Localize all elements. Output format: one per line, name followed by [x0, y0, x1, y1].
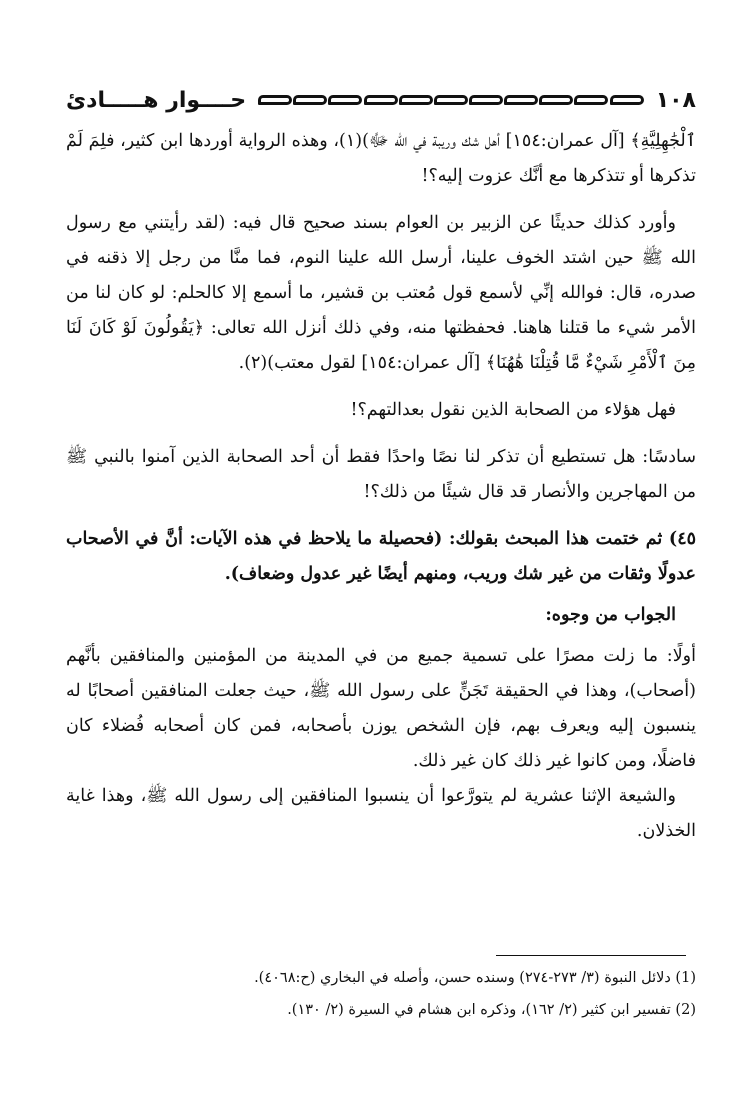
- footnotes: [66, 962, 696, 1026]
- ornament-link: [574, 95, 608, 105]
- running-header: [66, 78, 696, 122]
- footnote-1: (1) دلائل النبوة (٣/ ٢٧٣-٢٧٤) وسنده حسن، وأصله في البخاري (ح:٤٠٦٨).: [254, 970, 696, 986]
- footnote-2: (2) تفسير ابن كثير (٢/ ١٦٢)، وذكره ابن هشام في السيرة (٢/ ١٣٠).: [287, 1002, 696, 1018]
- paragraph-sixth-point: سادسًا: هل تستطيع أن تذكر لنا نصًا واحدًا فقط أن أحد الصحابة الذين آمنوا بالنبي ﷺ من المهاجرين والأنصار قد قال شيئًا من ذلك؟!: [66, 447, 696, 502]
- paragraph-continuation: ٱلْجَٰهِلِيَّةِ﴾ [آل عمران:١٥٤] أهل شك وريبة في الله ﷻ)(١)، وهذه الرواية أوردها ابن كثير، فلِمَ لَمْ تذكرها أو تتذكرها مع أنَّك عزوت إليه؟!: [66, 131, 696, 186]
- footnote-separator: [496, 955, 686, 956]
- ornament-link: [328, 95, 362, 105]
- ornament-link: [539, 95, 573, 105]
- ornament-link: [258, 95, 292, 105]
- ornament-link: [293, 95, 327, 105]
- ornament-link: [610, 95, 644, 105]
- running-title: حــــوار هـــــادئ: [66, 87, 247, 113]
- paragraph-first-point: أولًا: ما زلت مصرًا على تسمية جميع من في المدينة من المؤمنين والمنافقين بأنَّهم (أصحاب)، وهذا في الحقيقة تَجَنٍّ على رسول الله ﷺ، حيث جعلت المنافقين أصحابًا له ينسبون إليه ويعرف بهم، فإن الشخص يوزن بأصحابه، فمن كان أصحابه فُضلاء كان فاضلًا، ومن كانوا غير ذلك كان غير ذلك.: [66, 646, 696, 771]
- ornament-link: [399, 95, 433, 105]
- paragraph-question: فهل هؤلاء من الصحابة الذين نقول بعدالتهم؟!: [350, 400, 676, 420]
- ornament-link: [504, 95, 538, 105]
- header-ornament: [258, 92, 644, 108]
- ornament-link: [469, 95, 503, 105]
- ornament-link: [434, 95, 468, 105]
- paragraph-shia: والشيعة الإثنا عشرية لم يتورَّعوا أن ينسبوا المنافقين إلى رسول الله ﷺ، وهذا غاية الخذلان.: [66, 786, 696, 841]
- paragraph-item-45: ٤٥) ثم ختمت هذا المبحث بقولك: (فحصيلة ما يلاحظ في هذه الآيات: أنَّ في الأصحاب عدولًا وثقات من غير شك وريب، ومنهم أيضًا غير عدول وضعاف).: [66, 529, 696, 584]
- page-number: ١٠٨: [655, 87, 696, 113]
- paragraph-zubayr-hadith: وأورد كذلك حديثًا عن الزبير بن العوام بسند صحيح قال فيه: (لقد رأيتني مع رسول الله ﷺ حين اشتد الخوف علينا، أرسل الله علينا النوم، فما منَّا من رجل إلا ذقنه في صدره، قال: فوالله إنِّي لأسمع قول مُعتب بن قشير، ما أسمع إلا كالحلم: لو كان لنا من الأمر شيء ما قتلنا هاهنا. فحفظتها منه، وفي ذلك أنزل الله تعالى: ﴿يَقُولُونَ لَوْ كَانَ لَنَا مِنَ ٱلْأَمْرِ شَيْءٌ مَّا قُتِلْنَا هَٰهُنَا﴾ [آل عمران:١٥٤] لقول معتب)(٢).: [66, 213, 696, 373]
- page-body: [66, 124, 696, 849]
- ornament-link: [364, 95, 398, 105]
- answer-heading: الجواب من وجوه:: [545, 605, 676, 625]
